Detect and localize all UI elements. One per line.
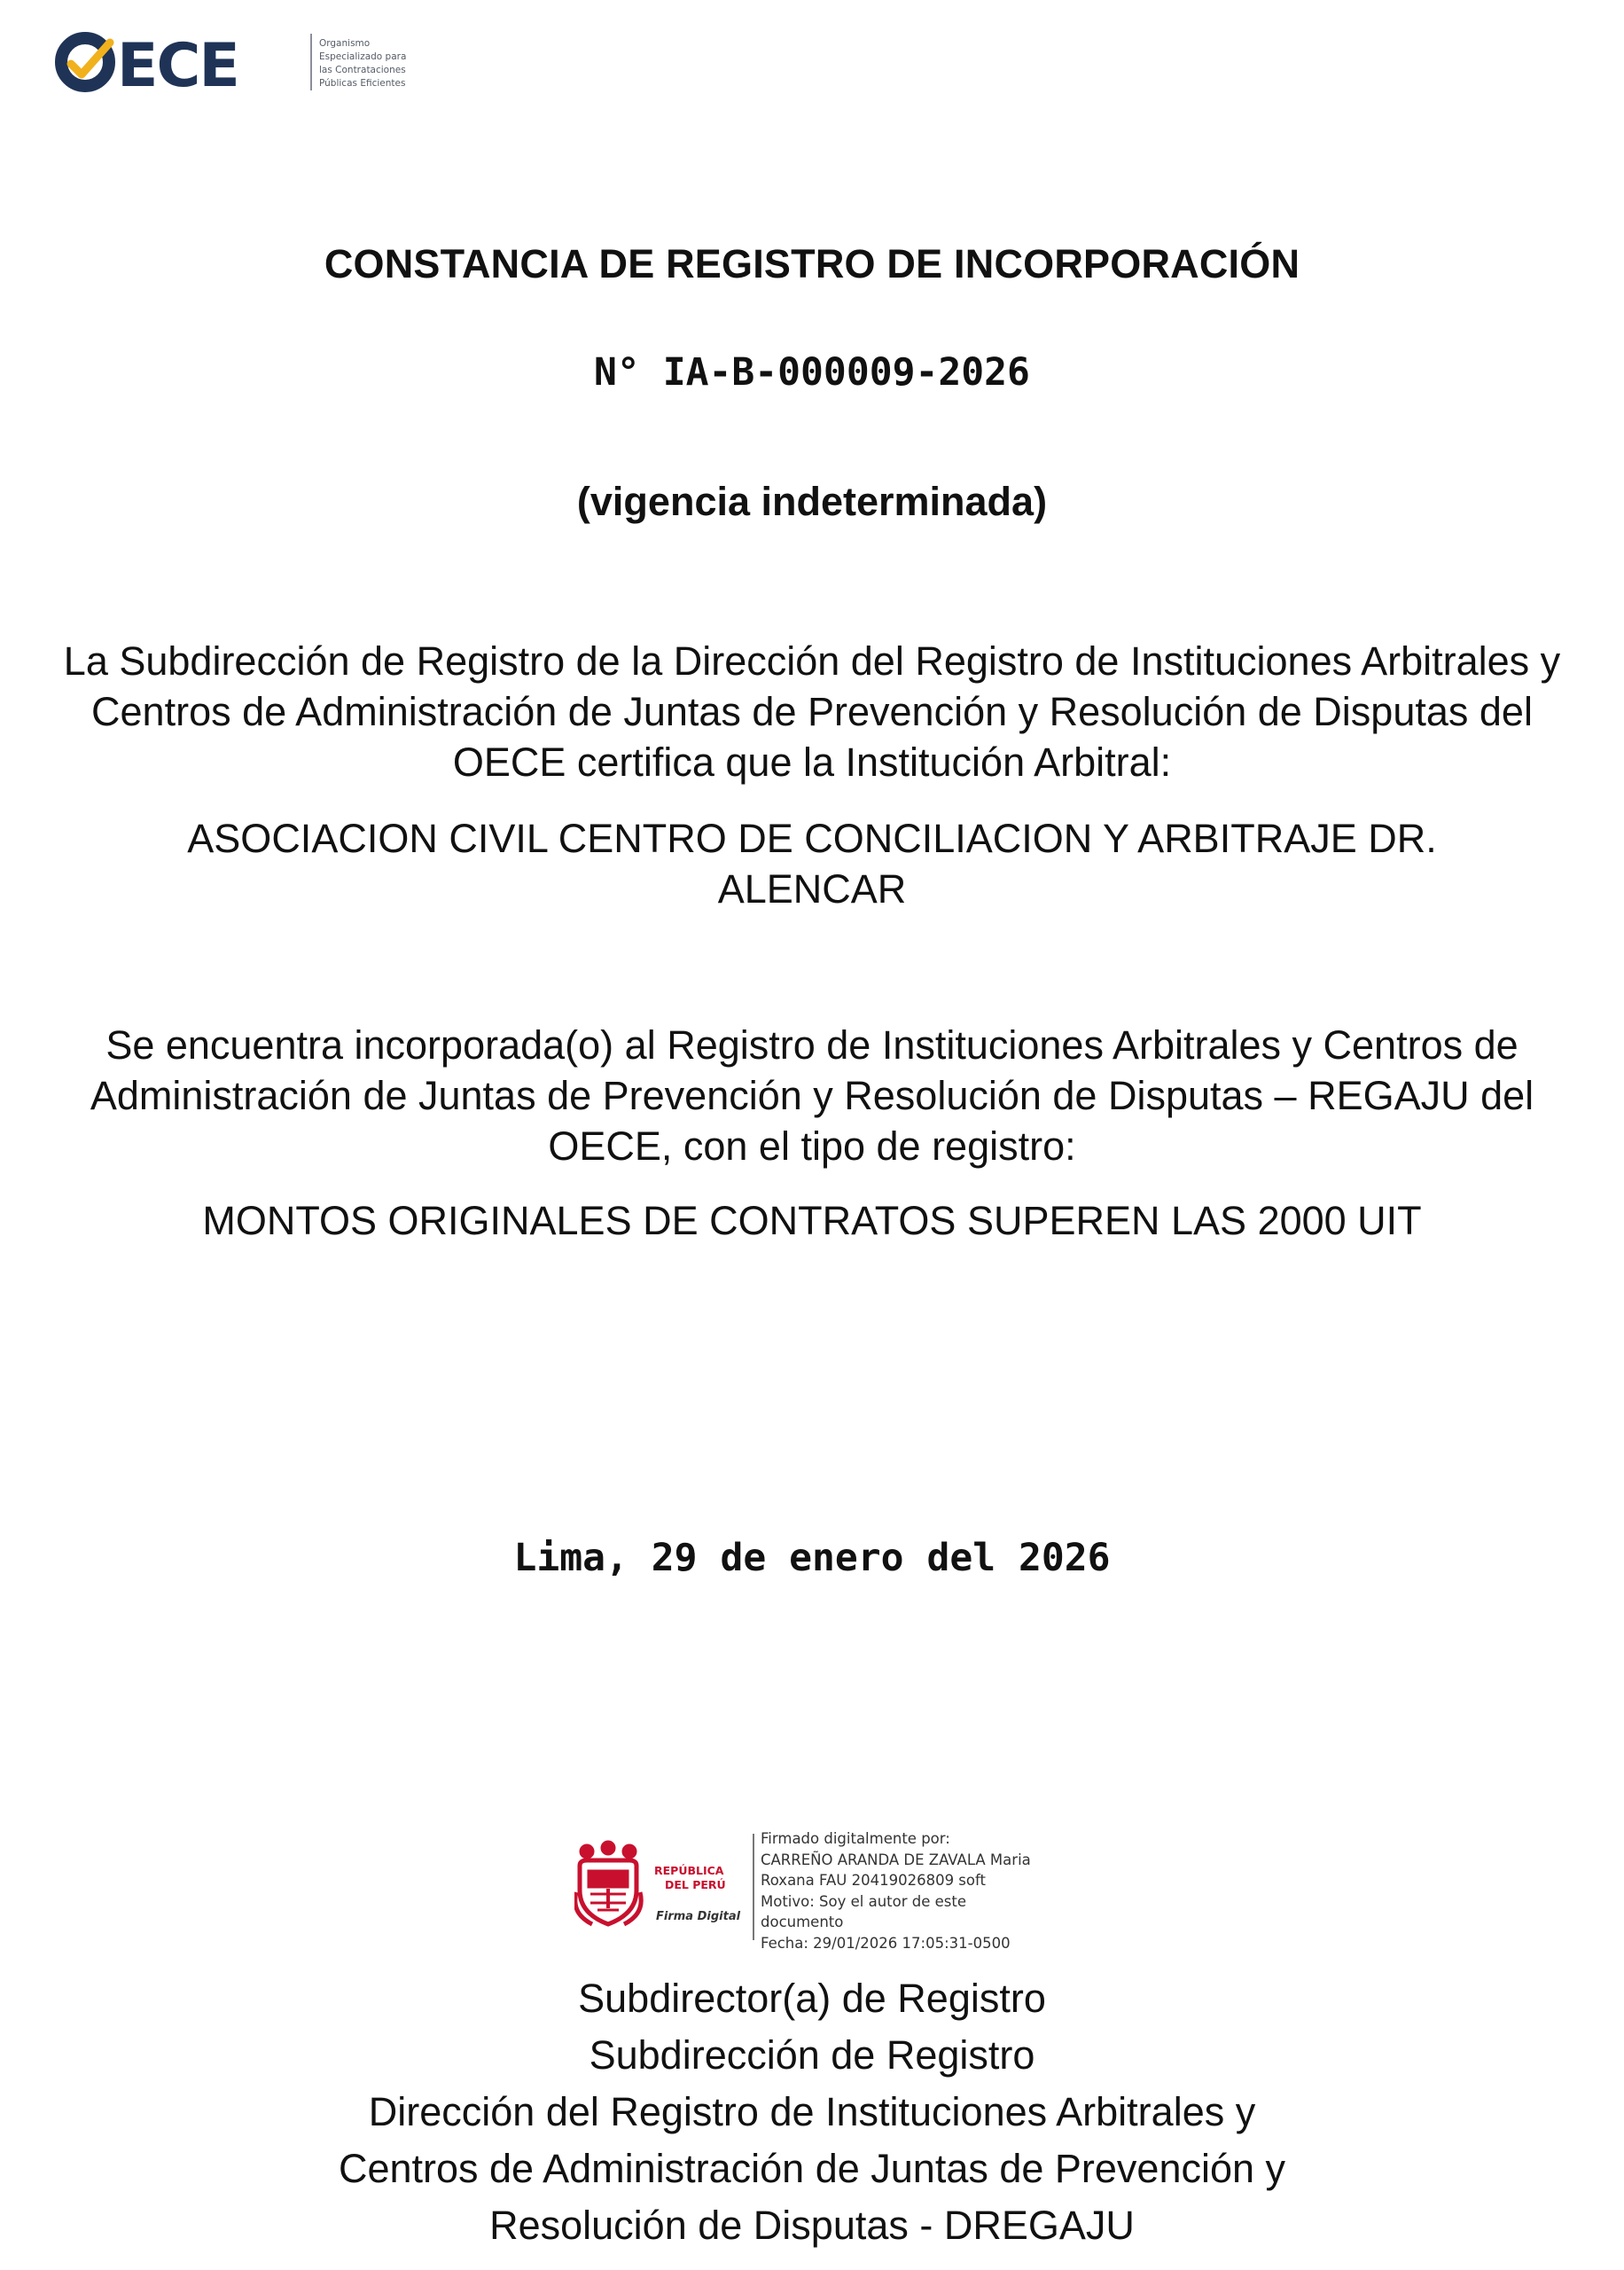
signature-line: documento [761,1914,844,1930]
svg-text:Firma Digital: Firma Digital [656,1910,741,1923]
svg-text:DEL PERÚ: DEL PERÚ [665,1878,726,1891]
signer-block [53,1970,1571,2254]
signature-line: Firmado digitalmente por: [761,1830,950,1847]
oece-logo-tagline-2: Especializado para [319,51,406,62]
digital-signature-stamp [574,1825,1071,1952]
signature-line: Fecha: 29/01/2026 17:05:31-0500 [761,1934,1011,1952]
signature-line: Roxana FAU 20419026809 soft [761,1872,986,1889]
registry-paragraph: Se encuentra incorporada(o) al Registro de Instituciones Arbitrales y Centros de Administración de Juntas de Prevención y Resolución de Disputas – REGAJU del OECE, con el tipo de registro: [90,1022,1534,1169]
place-and-date: Lima, 29 de enero del 2026 [513,1536,1111,1580]
signature-details [761,1828,1080,1953]
signature-divider [753,1834,754,1940]
oece-logo-wordmark: ECE [117,31,238,98]
institution-name: ASOCIACION CIVIL CENTRO DE CONCILIACION Y ARBITRAJE DR. ALENCAR [187,816,1437,912]
oece-logo [51,27,406,98]
oece-logo-tagline-3: las Contrataciones [319,65,406,75]
document-number: N° IA-B-000009-2026 [594,350,1030,395]
oece-logo-tagline-1: Organismo [319,38,371,49]
signer-office: Subdirección de Registro [589,2032,1035,2078]
oece-logo-mark [61,38,110,86]
oece-logo-tagline-4: Públicas Eficientes [319,78,406,89]
registry-type: MONTOS ORIGINALES DE CONTRATOS SUPEREN LAS 2000 UIT [202,1198,1422,1243]
signer-position: Subdirector(a) de Registro [578,1976,1046,2021]
validity-note: (vigencia indeterminada) [576,479,1048,524]
peru-coat-of-arms-icon [574,1839,752,1941]
signer-directorate-line: Resolución de Disputas - DREGAJU [489,2203,1135,2248]
signer-directorate-line: Dirección del Registro de Instituciones Arbitrales y [368,2089,1256,2134]
signature-line: Motivo: Soy el autor de este [761,1892,967,1910]
signer-directorate-line: Centros de Administración de Juntas de Prevención y [338,2146,1286,2191]
certification-paragraph: La Subdirección de Registro de la Dirección del Registro de Instituciones Arbitrales y Centros de Administración de Juntas de Prevención y Resolución de Disputas del OECE certifica que la Institución Arbitral: [63,638,1561,785]
signature-line: CARREÑO ARANDA DE ZAVALA Maria [761,1851,1031,1868]
svg-text:REPÚBLICA: REPÚBLICA [654,1864,724,1877]
document-title: CONSTANCIA DE REGISTRO DE INCORPORACIÓN [324,241,1300,286]
